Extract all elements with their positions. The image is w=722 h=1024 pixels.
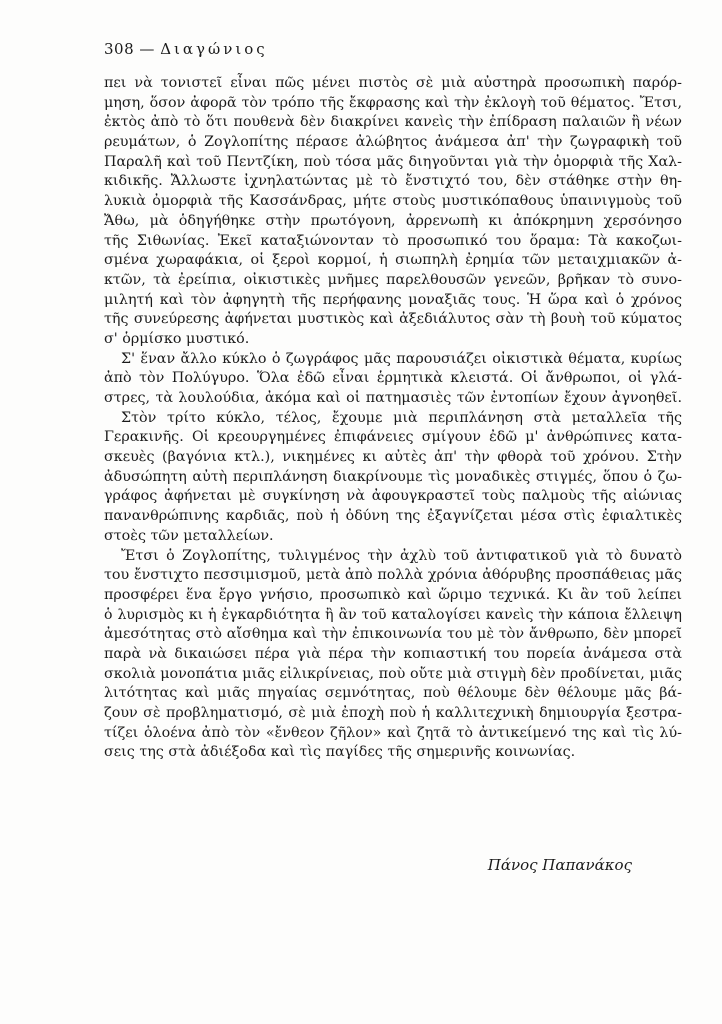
text-line: Ἄθω, μὰ ὁδηγήθηκε στὴν πρωτόγονη, ἀρρενωπὴ κι ἀπόκρημνη χερσόνησο xyxy=(104,212,682,229)
text-line: κτῶν, τὰ ἐρείπια, οἰκιστικὲς μνῆμες παρελθουσῶν γενεῶν, βρῆκαν τὸ συνο- xyxy=(104,271,682,288)
text-line: μηση, ὅσον ἀφορᾶ τὸν τρόπο τῆς ἔκφρασης καὶ τὴν ἐκλογὴ τοῦ θέματος. Ἔτσι, xyxy=(104,94,682,111)
text-line: ρευμάτων, ὁ Ζογλοπίτης πέρασε ἀλώβητος ἀνάμεσα ἀπ' τὴν ζωγραφικὴ τοῦ xyxy=(104,134,682,151)
text-line: σκολιὰ μονοπάτια μιᾶς εἰλικρίνειας, ποὺ οὔτε μιὰ στιγμὴ δὲν προδίνεται, μιᾶς xyxy=(104,665,682,682)
running-head xyxy=(104,40,268,58)
text-line: ζουν σὲ προβληματισμό, σὲ μιὰ ἐποχὴ ποὺ ἡ καλλιτεχνικὴ δημιουργία ξεστρα- xyxy=(104,705,682,721)
text-line: ἀμεσότητας στὸ αἴσθημα καὶ τὴν ἐπικοινωνία του μὲ τὸν ἄνθρωπο, δὲν μπορεῖ xyxy=(104,626,682,643)
text-line: μιλητή καὶ τὸν ἀφηγητὴ τῆς περήφανης μοναξιᾶς τους. Ἡ ὥρα καὶ ὁ χρόνος xyxy=(104,291,682,308)
text-line: τῆς Σιθωνίας. Ἐκεῖ καταξιώνονταν τὸ προσωπικό του ὅραμα: Τὰ κακοζωι- xyxy=(104,232,682,249)
text-line: σκευὲς (βαγόνια κτλ.), νικημένες κι αὐτὲς ἀπ' τὴν φθορὰ τοῦ χρόνου. Στὴν xyxy=(104,449,682,466)
text-line: προσφέρει ἕνα ἔργο γνήσιο, προσωπικὸ καὶ ὥριμο τεχνικά. Κι ἂν τοῦ λείπει xyxy=(104,586,682,603)
text-line: λιτότητας καὶ μιᾶς πηγαίας σεμνότητας, ποὺ θέλουμε δὲν θέλουμε μᾶς βά- xyxy=(104,685,682,702)
text-line: ἀδυσώπητη αὐτὴ περιπλάνηση διακρίνουμε τὶς μοναδικὲς στιγμές, ὅπου ὁ ζω- xyxy=(104,468,682,485)
text-line: γράφος ἀφήνεται μὲ συγκίνηση νὰ ἀφουγκραστεῖ τοὺς παλμοὺς τῆς αἰώνιας xyxy=(104,488,682,505)
text-line: σμένα χωραφάκια, οἱ ξεροὶ κορμοί, ἡ σιωπηλὴ ἐρημία τῶν μεταιχμιακῶν ἀ- xyxy=(104,252,682,269)
text-line: πει νὰ τονιστεῖ εἶναι πῶς μένει πιστὸς σὲ μιὰ αὐστηρὰ προσωπικὴ παρόρ- xyxy=(104,75,682,91)
text-line: Σ' ἕναν ἄλλο κύκλο ὁ ζωγράφος μᾶς παρουσιάζει οἰκιστικὰ θέματα, κυρίως xyxy=(121,350,682,367)
text-line: τῆς συνεύρεσης ἀφήνεται μυστικὸς καὶ ἀξεδιάλυτος σὰν τὴ βουὴ τοῦ κύματος xyxy=(104,311,682,328)
text-line: Ἔτσι ὁ Ζογλοπίτης, τυλιγμένος τὴν ἀχλὺ τοῦ ἀντιφατικοῦ γιὰ τὸ δυνατὸ xyxy=(121,547,682,564)
text-line: σ' ὁρμίσκο μυστικό. xyxy=(104,330,250,347)
text-line: πανανθρώπινης καρδιᾶς, ποὺ ἡ ὀδύνη της ἐξαγνίζεται μέσα στὶς ἐφιαλτικὲς xyxy=(104,508,682,525)
header-dash: — xyxy=(139,40,155,58)
text-line: ὁ λυρισμὸς κι ἡ ἐγκαρδιότητα ἢ ἂν τοῦ καταλογίσει κανεὶς τὴν κάποια ἔλλειψη xyxy=(104,606,682,623)
text-line: του ἔνστιχτο πεσσιμισμοῦ, μετὰ ἀπὸ πολλὰ χρόνια ἀθόρυβης προσπάθειας μᾶς xyxy=(104,567,682,584)
page-number: 308 xyxy=(104,40,135,58)
journal-title: Διαγώνιος xyxy=(160,40,268,58)
text-line: τίζει ὁλοένα ἀπὸ τὸν «ἔνθεον ζῆλον» καὶ ζητᾶ τὸ ἀντικείμενό της καὶ τὶς λύ- xyxy=(104,724,682,741)
text-line: Γερακινῆς. Οἱ κρεουργημένες ἐπιφάνειες σμίγουν ἐδῶ μ' ἀνθρώπινες κατα- xyxy=(104,429,682,446)
text-line: παρὰ νὰ δικαιώσει πέρα γιὰ πέρα τὴν κοπιαστική του πορεία ἀνάμεσα στὰ xyxy=(104,645,682,662)
article-body xyxy=(104,74,682,763)
text-line: ἀπὸ τὸν Πολύγυρο. Ὅλα ἐδῶ εἶναι ἑρμητικὰ κλειστά. Οἱ ἄνθρωποι, οἱ γλά- xyxy=(104,370,682,387)
text-line: στοὲς τῶν μεταλλείων. xyxy=(104,527,274,544)
text-line: σεις της στὰ ἀδιέξοδα καὶ τὶς παγίδες τῆς σημερινῆς κοινωνίας. xyxy=(104,744,576,761)
text-line: κιδικῆς. Ἄλλωστε ἰχνηλατώντας μὲ τὸ ἔνστιχτό του, δὲν στάθηκε στὴν θη- xyxy=(104,173,682,190)
text-line: Στὸν τρίτο κύκλο, τέλος, ἔχουμε μιὰ περιπλάνηση στὰ μεταλλεῖα τῆς xyxy=(121,409,682,426)
author-signature: Πάνος Παπανάκος xyxy=(487,856,632,874)
text-line: λυκιὰ ὀμορφιὰ τῆς Κασσάνδρας, μήτε στοὺς μυστικόπαθους ὑπαινιγμοὺς τοῦ xyxy=(104,193,682,210)
text-line: Παραλῆ καὶ τοῦ Πεντζίκη, ποὺ τόσα μᾶς διηγοῦνται γιὰ τὴν ὀμορφιὰ τῆς Χαλ- xyxy=(104,153,682,170)
text-line: στρες, τὰ λουλούδια, ἀκόμα καὶ οἱ πατημασιὲς τῶν ἐντοπίων ἔχουν ἀγνοηθεῖ. xyxy=(104,390,682,406)
text-line: ἐκτὸς ἀπὸ τὸ ὅτι πουθενὰ δὲν διακρίνει κανεὶς τὴν ἐπίδραση παλαιῶν ἢ νέων xyxy=(104,114,682,131)
